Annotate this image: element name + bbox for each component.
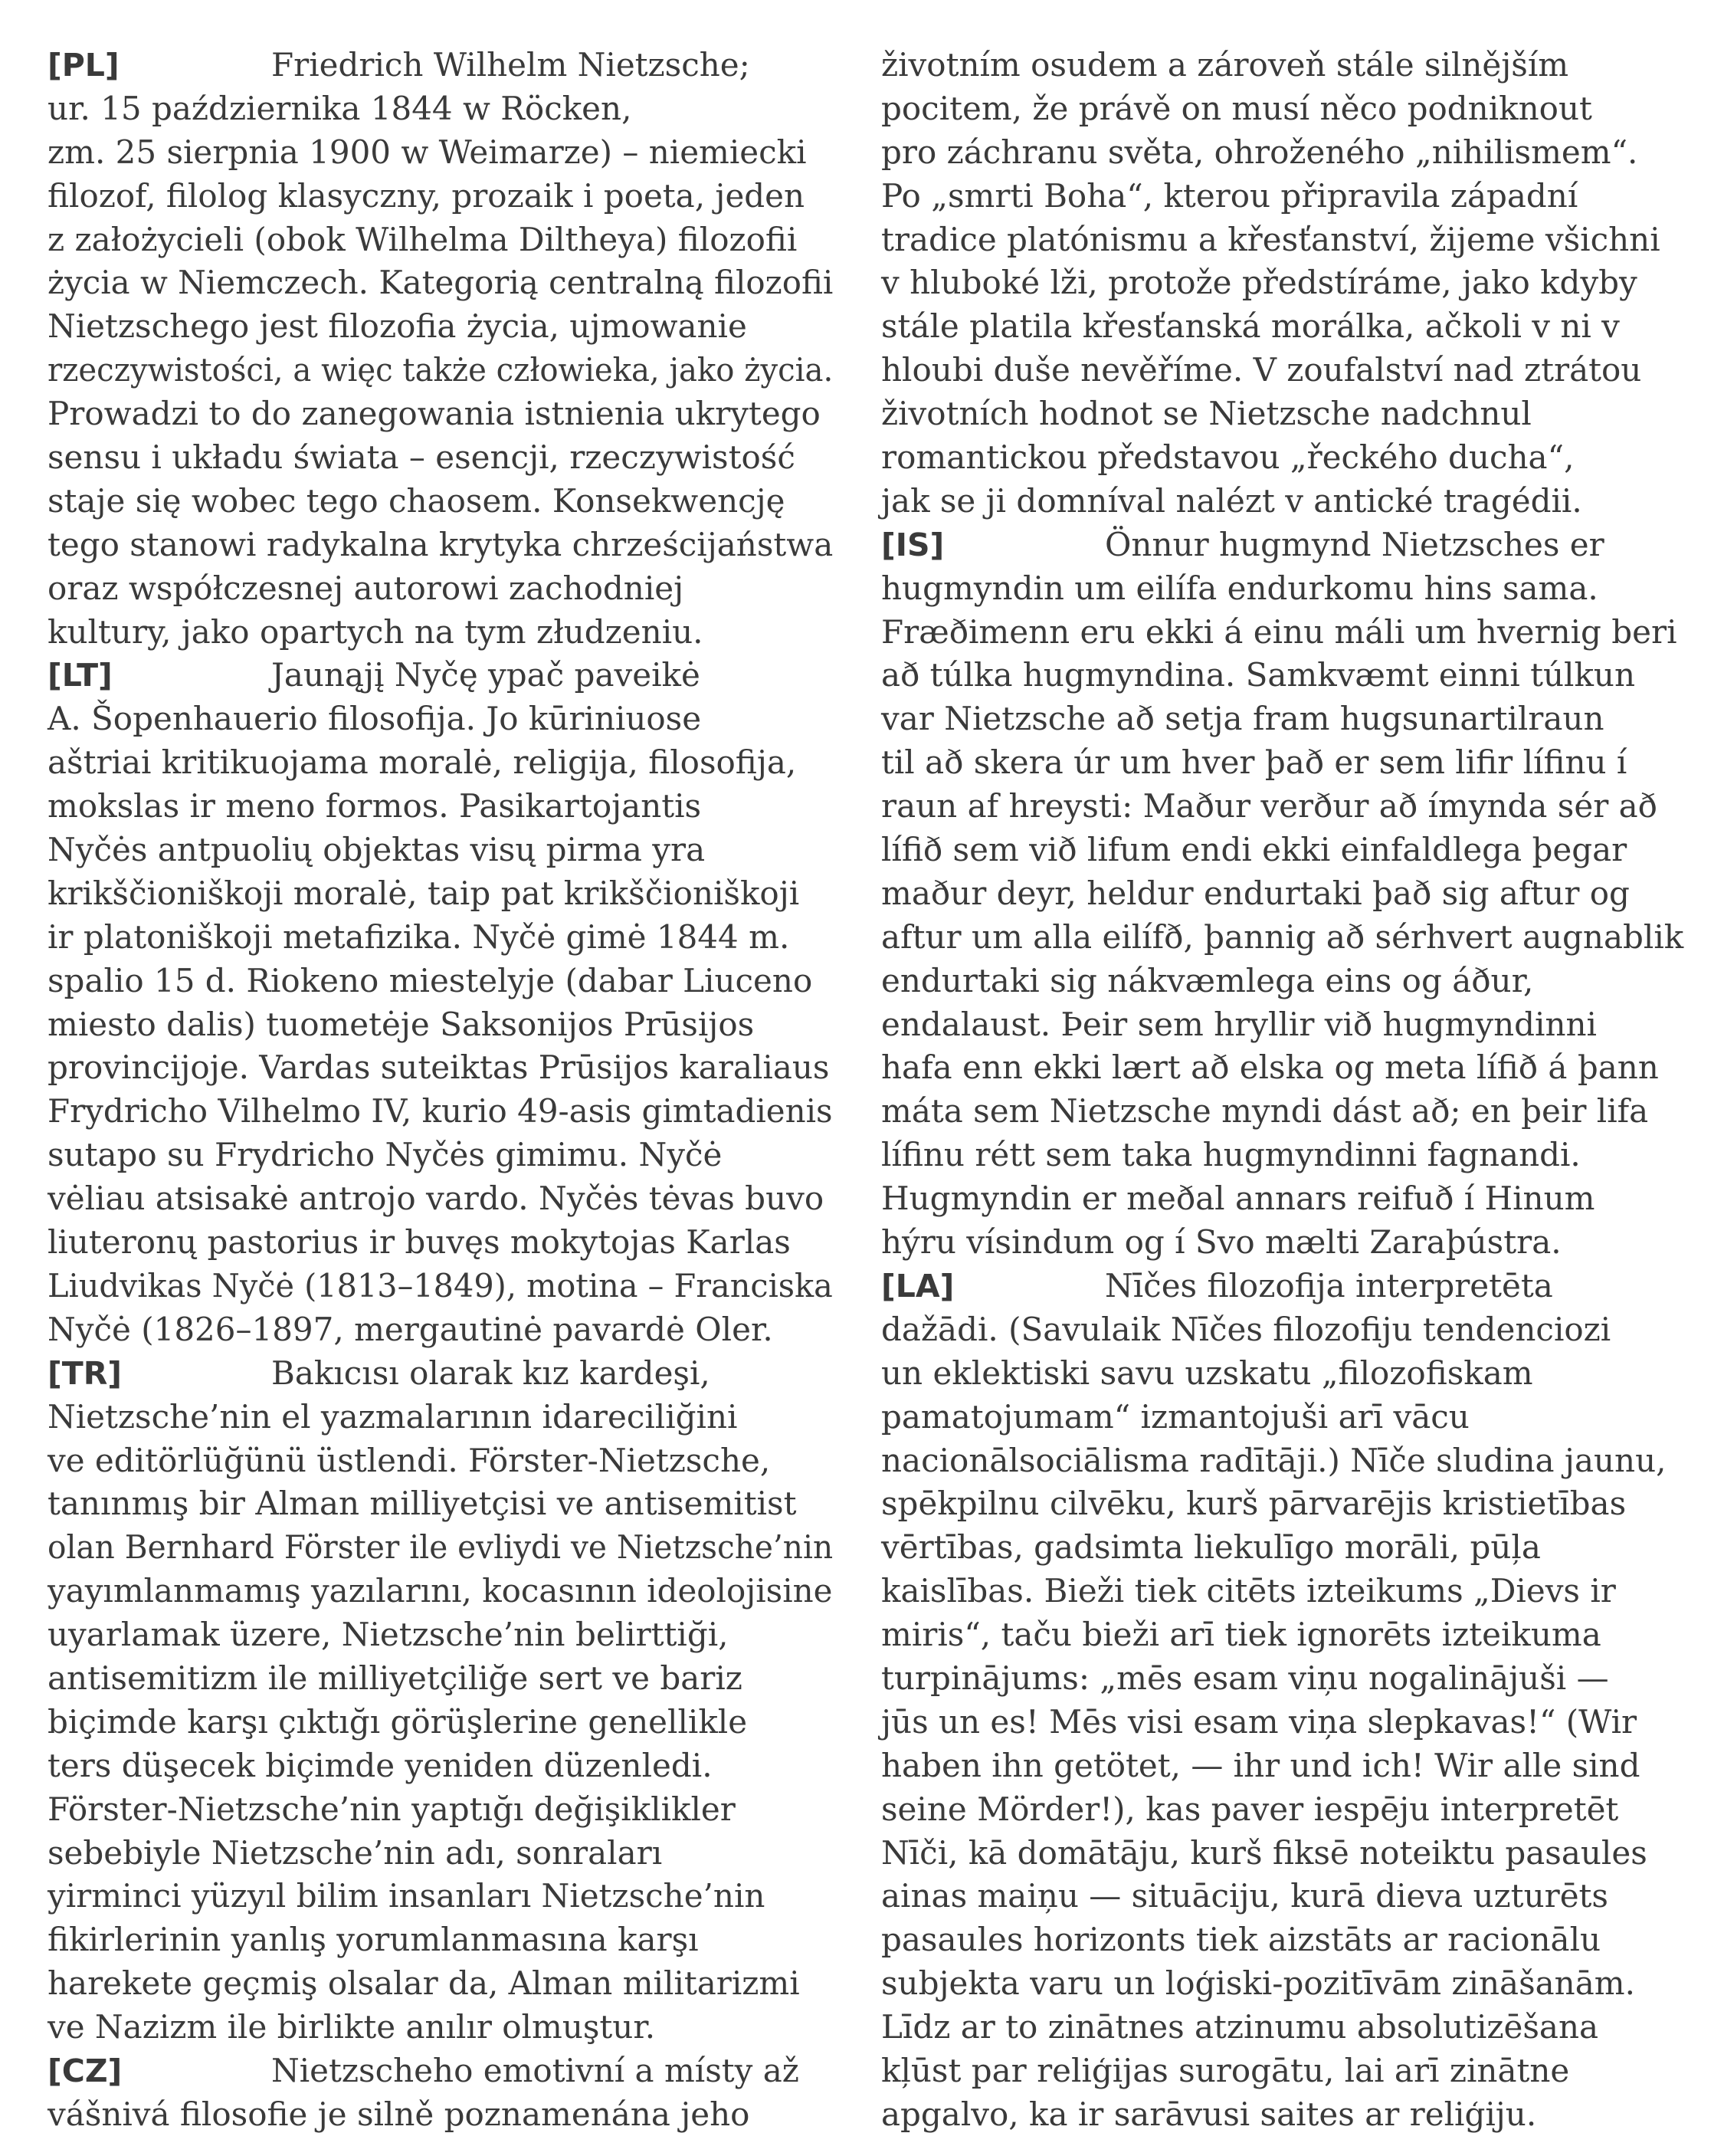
language-tag: [LT] (48, 657, 113, 694)
text-line (881, 1788, 1693, 1832)
language-tag: [CZ] (48, 2052, 123, 2089)
text-line (48, 1613, 833, 1657)
line-text: hýru vísindum og í Svo mælti Zaraþústra. (881, 1223, 1562, 1262)
line-text: Nietzscheho emotivní a místy až (271, 2051, 799, 2089)
text-line (48, 261, 834, 305)
text-line (881, 1134, 1693, 1177)
line-text: z założycieli (obok Wilhelma Diltheya) filozofii (48, 220, 798, 258)
text-line (48, 829, 833, 872)
line-text: antisemitizm ile milliyetçiliğe sert ve bariz (48, 1659, 742, 1697)
line-text: fikirlerinin yanlış yorumlanmasına karşı (48, 1921, 699, 1959)
line-text: oraz współczesnej autorowi zachodniej (48, 569, 684, 607)
line-text: v hluboké lži, protože předstíráme, jako kdyby (881, 264, 1637, 302)
line-text: ve Nazizm ile birlikte anılır olmuştur. (48, 2008, 656, 2046)
line-text: Önnur hugmynd Nietzsches er (1105, 525, 1604, 563)
text-line (48, 218, 833, 262)
line-text: Fræðimenn eru ekki á einu máli um hvernig beri (881, 612, 1677, 651)
line-text: subjekta varu un loģiski-pozitīvām zināšanām. (881, 1964, 1635, 2003)
line-text: liuteronų pastorius ir buvęs mokytojas Karlas (48, 1223, 791, 1262)
text-line (881, 1482, 1693, 1526)
text-line (48, 392, 833, 436)
line-text: biçimde karşı çıktığı görüşlerine genellikle (48, 1702, 748, 1741)
text-line (881, 305, 1693, 349)
text-line (48, 1003, 833, 1047)
text-line (881, 1308, 1693, 1352)
line-text: spalio 15 d. Riokeno miestelyje (dabar Liuceno (48, 961, 813, 999)
text-line (881, 654, 1693, 697)
line-text: životním osudem a zároveň stále silnějším (881, 46, 1569, 84)
line-text: życia w Niemczech. Kategorią centralną filozofii (48, 264, 834, 302)
section-la (881, 1265, 1693, 2137)
text-line (48, 1134, 833, 1177)
language-tag: [PL] (48, 47, 120, 84)
text-line (48, 2093, 833, 2137)
text-line (48, 1221, 833, 1265)
line-text: sutapo su Frydricho Nyčės gimimu. Nyčė (48, 1136, 723, 1174)
line-text: endalaust. Þeir sem hryllir við hugmyndinni (881, 1005, 1597, 1043)
text-line (881, 1439, 1693, 1483)
line-text: kaislības. Bieži tiek citēts izteikums „Dievs ir (881, 1572, 1616, 1610)
line-text: krikščioniškoji moralė, taip pat krikščioniškoji (48, 874, 800, 912)
line-text: hafa enn ekki lært að elska og meta lífið á þann (881, 1048, 1659, 1087)
text-line (48, 1046, 833, 1090)
text-line (48, 349, 834, 392)
line-text: maður deyr, heldur endurtaki það sig aftur og (881, 874, 1630, 912)
text-line (48, 1875, 833, 1918)
line-text: að túlka hugmyndina. Samkvæmt einni túlkun (881, 656, 1636, 694)
line-text: turpinājums: „mēs esam viņu nogalinājuši — (881, 1659, 1609, 1697)
line-text: jūs un es! Mēs visi esam viņa slepkavas!“ (Wir (881, 1702, 1637, 1741)
text-line (881, 1613, 1693, 1657)
text-line (48, 697, 833, 741)
line-text: yirminci yüzyıl bilim insanları Nietzsche’nin (48, 1877, 765, 1915)
line-text: miris“, taču bieži arī tiek ignorēts izteikuma (881, 1616, 1601, 1654)
language-tag: [IS] (881, 526, 945, 563)
line-text: miesto dalis) tuometėje Saksonijos Prūsijos (48, 1005, 755, 1043)
line-text: apgalvo, ka ir sarāvusi saites ar reliģiju. (881, 2095, 1537, 2133)
line-text: olan Bernhard Förster ile evliydi ve Nietzsche’nin (48, 1528, 834, 1567)
line-text: tradice platónismu a křesťanství, žijeme všichni (881, 220, 1660, 258)
text-line (881, 785, 1693, 829)
text-line (881, 960, 1693, 1003)
text-line (48, 1832, 833, 1875)
text-line (48, 1265, 833, 1308)
line-text: pocitem, že právě on musí něco podniknout (881, 89, 1592, 127)
text-line (881, 611, 1693, 655)
line-text: endurtaki sig nákvæmlega eins og áður, (881, 961, 1534, 999)
line-text: Nietzsche’nin el yazmalarının idareciliğini (48, 1397, 738, 1436)
line-text: ur. 15 października 1844 w Röcken, (48, 89, 632, 127)
text-line (48, 2049, 833, 2093)
line-text: zm. 25 sierpnia 1900 w Weimarze) – niemiecki (48, 133, 807, 171)
line-text: staje się wobec tego chaosem. Konsekwencję (48, 481, 785, 520)
text-line (48, 567, 833, 611)
text-line (48, 175, 833, 218)
line-text: vášnivá filosofie je silně poznamenána jeho (48, 2095, 750, 2133)
text-line (48, 436, 833, 480)
line-text: Nīči, kā domātāju, kurš fiksē noteiktu pasaules (881, 1833, 1647, 1872)
text-line (881, 567, 1693, 611)
line-text: Liudvikas Nyčė (1813–1849), motina – Franciska (48, 1266, 833, 1304)
text-line (881, 131, 1693, 175)
text-line (881, 1657, 1693, 1701)
text-line (881, 1744, 1693, 1788)
language-tag: [TR] (48, 1354, 123, 1392)
text-line (48, 44, 833, 87)
text-line (881, 175, 1693, 218)
line-text: lífinu rétt sem taka hugmyndinni fagnandi. (881, 1136, 1581, 1174)
text-line (881, 1265, 1693, 1308)
text-line (881, 1570, 1693, 1613)
text-line (881, 1352, 1693, 1396)
line-text: Prowadzi to do zanegowania istnienia ukrytego (48, 395, 821, 433)
line-text: mokslas ir meno formos. Pasikartojantis (48, 787, 702, 825)
text-line (48, 1526, 834, 1570)
text-line (881, 1396, 1693, 1439)
text-line (881, 436, 1693, 480)
line-text: ir platoniškoji metafizika. Nyčė gimė 1844 m. (48, 917, 790, 956)
line-text: Friedrich Wilhelm Nietzsche; (271, 46, 750, 84)
text-line (48, 1570, 832, 1613)
text-line (881, 1090, 1693, 1134)
section-is (881, 523, 1693, 1265)
text-line (881, 1962, 1693, 2006)
text-line (881, 697, 1693, 741)
text-line (881, 1526, 1693, 1570)
language-tag: [LA] (881, 1267, 955, 1304)
line-text: kļūst par reliģijas surogātu, lai arī zinātne (881, 2051, 1570, 2089)
line-text: til að skera úr um hver það er sem lifir lífinu í (881, 743, 1627, 782)
section-lt (48, 654, 833, 1351)
line-text: ters düşecek biçimde yeniden düzenledi. (48, 1746, 713, 1784)
line-text: pro záchranu světa, ohroženého „nihilismem“. (881, 133, 1638, 171)
line-text: stále platila křesťanská morálka, ačkoli v ni v (881, 307, 1620, 346)
text-line (48, 1308, 833, 1352)
text-line (881, 1221, 1693, 1265)
line-text: romantickou představou „řeckého ducha“, (881, 438, 1575, 477)
line-text: spēkpilnu cilvēku, kurš pārvarējis kristietības (881, 1485, 1627, 1523)
text-line (881, 1046, 1693, 1090)
line-text: aštriai kritikuojama moralė, religija, filosofija, (48, 743, 797, 782)
line-text: Jaunąjį Nyčę ypač paveikė (271, 656, 700, 694)
line-text: A. Šopenhauerio filosofija. Jo kūriniuose (48, 700, 702, 738)
line-text: Förster-Nietzsche’nin yaptığı değişiklikler (48, 1790, 736, 1828)
line-text: rzeczywistości, a więc także człowieka, jako życia. (48, 351, 834, 389)
line-text: Frydricho Vilhelmo IV, kurio 49-asis gimtadienis (48, 1092, 833, 1131)
line-text: životních hodnot se Nietzsche nadchnul (881, 395, 1532, 433)
text-line (881, 261, 1693, 305)
text-line (881, 1875, 1693, 1918)
text-line (881, 872, 1693, 916)
line-text: Nyčės antpuolių objektas visų pirma yra (48, 831, 706, 869)
text-line (48, 480, 833, 523)
line-text: Līdz ar to zinātnes atzinumu absolutizēšana (881, 2008, 1599, 2046)
line-text: Bakıcısı olarak kız kardeşi, (271, 1354, 710, 1392)
line-text: pamatojumam“ izmantojuši arī vācu (881, 1397, 1470, 1436)
left-column (48, 44, 833, 2137)
line-text: Hugmyndin er meðal annars reifuð í Hinum (881, 1180, 1595, 1218)
text-line (881, 218, 1693, 262)
line-text: hloubi duše nevěříme. V zoufalství nad ztrátou (881, 351, 1642, 389)
text-line (48, 741, 833, 785)
text-line (881, 392, 1693, 436)
text-line (48, 1090, 832, 1134)
text-line (881, 829, 1693, 872)
line-text: jak se ji domníval nalézt v antické tragédii. (881, 481, 1582, 520)
line-text: Nyčė (1826–1897, mergautinė pavardė Oler. (48, 1310, 773, 1348)
line-text: Po „smrti Boha“, kterou připravila západní (881, 176, 1578, 215)
line-text: ve editörlüğünü üstlendi. Förster-Nietzsche, (48, 1441, 771, 1479)
line-text: aftur um alla eilífð, þannig að sérhvert augnablik (881, 917, 1684, 956)
text-line (881, 523, 1693, 567)
right-column (881, 44, 1693, 2137)
text-line (48, 611, 833, 655)
text-line (48, 785, 833, 829)
line-text: tanınmış bir Alman milliyetçisi ve antisemitist (48, 1485, 797, 1523)
line-text: raun af hreysti: Maður verður að ímynda sér að (881, 787, 1657, 825)
line-text: vērtības, gadsimta liekulīgo morāli, pūļa (881, 1528, 1541, 1567)
text-line (48, 1657, 833, 1701)
line-text: harekete geçmiş olsalar da, Alman militarizmi (48, 1964, 800, 2003)
text-line (48, 916, 833, 960)
line-text: pasaules horizonts tiek aizstāts ar racionālu (881, 1921, 1601, 1959)
text-line (881, 349, 1693, 392)
line-text: kultury, jako opartych na tym złudzeniu. (48, 612, 703, 651)
text-line (881, 1918, 1693, 1962)
text-line (881, 916, 1693, 960)
line-text: tego stanowi radykalna krytyka chrześcijaństwa (48, 525, 834, 563)
text-line (881, 2049, 1693, 2093)
line-text: máta sem Nietzsche myndi dást að; en þeir lifa (881, 1092, 1649, 1131)
section-continued (881, 44, 1693, 523)
text-line (881, 1832, 1693, 1875)
text-line (48, 2006, 833, 2049)
line-text: sensu i układu świata – esencji, rzeczywistość (48, 438, 795, 477)
text-line (48, 872, 833, 916)
text-line (48, 1439, 833, 1483)
text-line (48, 1744, 833, 1788)
text-line (881, 44, 1693, 87)
line-text: sebebiyle Nietzsche’nin adı, sonraları (48, 1833, 663, 1872)
text-line (881, 741, 1693, 785)
line-text: provincijoje. Vardas suteiktas Prūsijos karaliaus (48, 1048, 830, 1087)
text-line (881, 1701, 1693, 1744)
text-line (48, 1352, 833, 1396)
text-line (48, 1177, 833, 1221)
line-text: uyarlamak üzere, Nietzsche’nin belirttiği, (48, 1616, 729, 1654)
line-text: seine Mörder!), kas paver iespēju interpretēt (881, 1790, 1619, 1828)
line-text: hugmyndin um eilífa endurkomu hins sama. (881, 569, 1598, 607)
text-line (881, 1003, 1693, 1047)
line-text: nacionālsociālisma radītāji.) Nīče sludina jaunu, (881, 1441, 1667, 1479)
section-pl (48, 44, 833, 654)
text-line (48, 523, 833, 567)
line-text: Nīčes filozofija interpretēta (1105, 1266, 1553, 1304)
section-cz (48, 2049, 833, 2137)
text-line (48, 87, 833, 131)
text-line (48, 654, 833, 697)
text-line (881, 87, 1693, 131)
text-line (48, 1482, 833, 1526)
text-line (881, 2006, 1693, 2049)
line-text: dažādi. (Savulaik Nīčes filozofiju tendenciozi (881, 1310, 1611, 1348)
text-line (48, 1918, 833, 1962)
line-text: haben ihn getötet, — ihr und ich! Wir alle sind (881, 1746, 1640, 1784)
line-text: filozof, filolog klasyczny, prozaik i poeta, jeden (48, 176, 805, 215)
text-line (881, 2093, 1693, 2137)
text-line (48, 1701, 833, 1744)
text-line (881, 1177, 1693, 1221)
text-line (48, 131, 833, 175)
text-line (48, 960, 833, 1003)
text-line (48, 1962, 833, 2006)
text-line (48, 1788, 833, 1832)
line-text: un eklektiski savu uzskatu „filozofiskam (881, 1354, 1533, 1392)
section-tr (48, 1352, 833, 2049)
line-text: Nietzschego jest filozofia życia, ujmowanie (48, 307, 747, 346)
text-line (48, 305, 833, 349)
line-text: var Nietzsche að setja fram hugsunartilraun (881, 700, 1604, 738)
text-line (881, 480, 1693, 523)
line-text: yayımlanmamış yazılarını, kocasının ideolojisine (48, 1572, 833, 1610)
line-text: lífið sem við lifum endi ekki einfaldlega þegar (881, 831, 1627, 869)
text-line (48, 1396, 833, 1439)
line-text: vėliau atsisakė antrojo vardo. Nyčės tėvas buvo (48, 1180, 824, 1218)
line-text: ainas maiņu — situāciju, kurā dieva uzturēts (881, 1877, 1608, 1915)
